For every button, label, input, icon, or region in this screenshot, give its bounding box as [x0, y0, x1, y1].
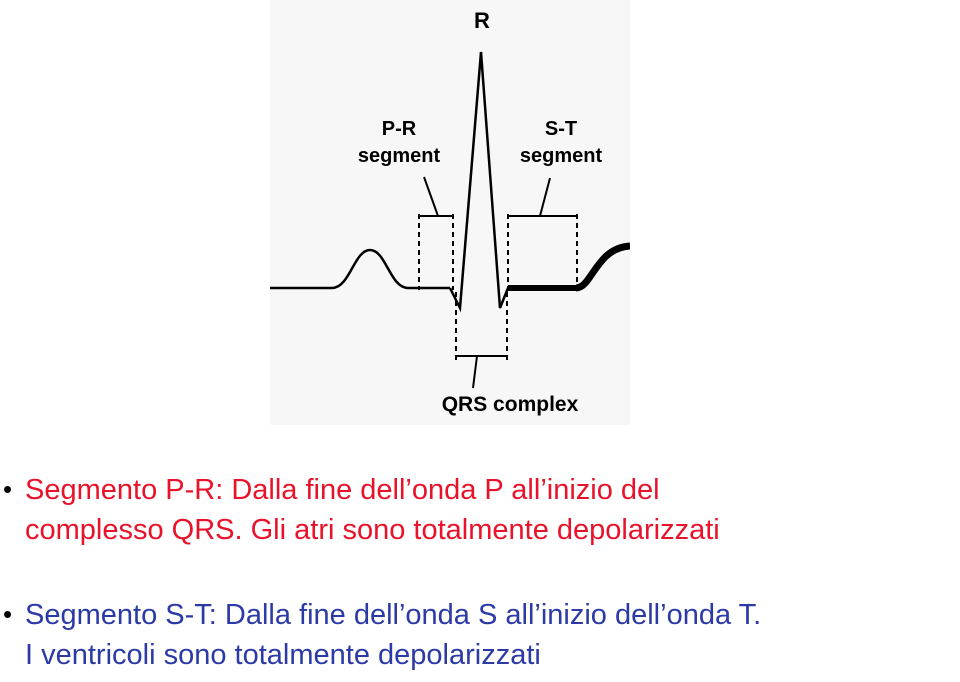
p-wave-trace — [270, 250, 450, 288]
ecg-diagram — [270, 0, 630, 425]
bullet-text-line2: I ventricoli sono totalmente depolarizzati — [25, 639, 541, 671]
bullet-marker: • — [3, 599, 13, 629]
t-wave-trace — [576, 246, 630, 288]
qrs-pointer — [473, 356, 477, 388]
bullet-text-line1: Segmento S-T: Dalla fine dell’onda S all’inizio dell’onda T. — [25, 599, 762, 631]
bullet-marker: • — [3, 474, 13, 504]
st-pointer — [540, 178, 550, 216]
qrs-complex-label: QRS complex — [441, 393, 579, 416]
qrs-trace — [450, 52, 508, 308]
bullet-text-line1: Segmento P-R: Dalla fine dell’onda P all’inizio del — [25, 474, 660, 506]
st-segment-label-line2: segment — [519, 145, 603, 167]
pr-segment-label-line1: P-R — [381, 118, 417, 140]
r-wave-label: R — [474, 8, 490, 33]
ecg-waveform-svg — [270, 0, 630, 425]
bullet-text-line2: complesso QRS. Gli atri sono totalmente depolarizzati — [25, 514, 720, 546]
st-segment-label-line1: S-T — [544, 118, 578, 140]
pr-segment-label-line2: segment — [357, 145, 441, 167]
pr-pointer — [424, 177, 438, 216]
